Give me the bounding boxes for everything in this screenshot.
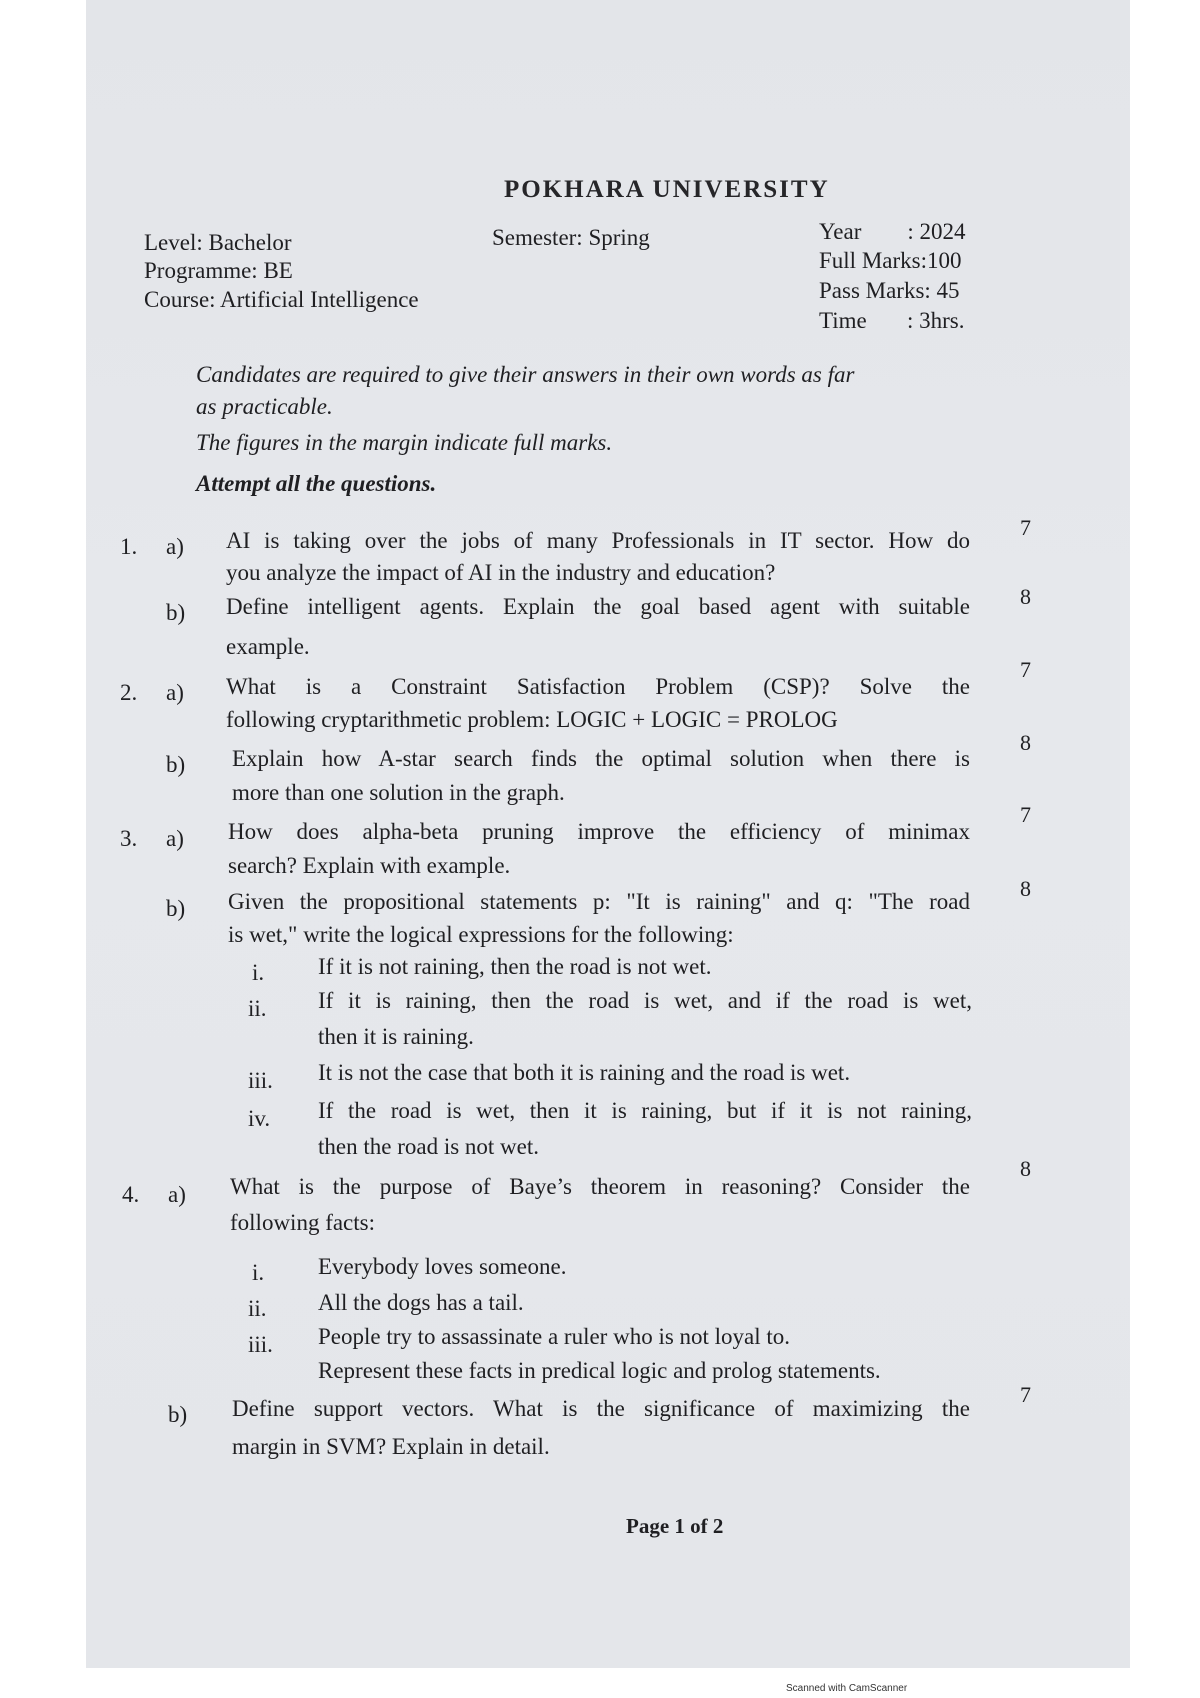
question-text: AI is taking over the jobs of many Professionals in IT sector. How do xyxy=(226,528,970,553)
level-label: Level: Bachelor xyxy=(144,230,292,255)
part-label: b) xyxy=(166,896,186,921)
marks: 7 xyxy=(1020,515,1031,540)
part-label: a) xyxy=(168,1182,186,1207)
marks: 8 xyxy=(1020,730,1031,755)
item-text: If it is not raining, then the road is not wet. xyxy=(318,954,712,979)
programme-label: Programme: BE xyxy=(144,258,293,283)
time-label: Time : 3hrs. xyxy=(819,308,965,333)
item-closing-text: Represent these facts in predical logic and prolog statements. xyxy=(318,1358,881,1383)
marks: 8 xyxy=(1020,1156,1031,1181)
marks: 7 xyxy=(1020,802,1031,827)
marks: 8 xyxy=(1020,876,1031,901)
question-text: What is a Constraint Satisfaction Problem (CSP)? Solve the xyxy=(226,674,970,699)
question-text: Define intelligent agents. Explain the goal based agent with suitable xyxy=(226,594,970,619)
question-text: Given the propositional statements p: "It is raining" and q: "The road xyxy=(228,889,970,914)
instruction-line-3: The figures in the margin indicate full marks. xyxy=(196,430,613,455)
item-text: Everybody loves someone. xyxy=(318,1254,567,1279)
course-label: Course: Artificial Intelligence xyxy=(144,287,419,312)
item-text: If it is raining, then the road is wet, and if the road is wet, xyxy=(318,988,972,1013)
item-text: then it is raining. xyxy=(318,1024,474,1049)
item-text: then the road is not wet. xyxy=(318,1134,540,1159)
instruction-line-4: Attempt all the questions. xyxy=(196,471,437,496)
marks: 8 xyxy=(1020,584,1031,609)
instruction-line-1: Candidates are required to give their answers in their own words as far xyxy=(196,362,855,387)
item-number: ii. xyxy=(248,996,267,1021)
question-text: What is the purpose of Baye’s theorem in reasoning? Consider the xyxy=(230,1174,970,1199)
question-number: 2. xyxy=(120,680,138,705)
question-number: 4. xyxy=(122,1182,140,1207)
item-number: iii. xyxy=(248,1332,273,1357)
part-label: b) xyxy=(166,600,186,625)
question-text: Explain how A-star search finds the optimal solution when there is xyxy=(232,746,970,771)
full-marks-label: Full Marks:100 xyxy=(819,248,962,273)
question-text: is wet," write the logical expressions for the following: xyxy=(228,922,734,947)
item-number: iii. xyxy=(248,1068,273,1093)
question-text: following facts: xyxy=(230,1210,375,1235)
item-number: ii. xyxy=(248,1296,267,1321)
item-number: iv. xyxy=(248,1106,271,1131)
page-number: Page 1 of 2 xyxy=(626,1514,724,1538)
pass-marks-label: Pass Marks: 45 xyxy=(819,278,960,303)
question-text: following cryptarithmetic problem: LOGIC + LOGIC = PROLOG xyxy=(226,707,838,732)
part-label: b) xyxy=(166,752,186,777)
item-text: It is not the case that both it is raining and the road is wet. xyxy=(318,1060,851,1085)
part-label: a) xyxy=(166,534,184,559)
question-text: How does alpha-beta pruning improve the efficiency of minimax xyxy=(228,819,970,844)
question-text: example. xyxy=(226,634,310,659)
question-text: you analyze the impact of AI in the industry and education? xyxy=(226,560,776,585)
question-number: 1. xyxy=(120,534,138,559)
item-text: If the road is wet, then it is raining, but if it is not raining, xyxy=(318,1098,972,1123)
question-number: 3. xyxy=(120,826,138,851)
question-text: margin in SVM? Explain in detail. xyxy=(232,1434,550,1459)
part-label: a) xyxy=(166,680,184,705)
marks: 7 xyxy=(1020,1382,1031,1407)
part-label: a) xyxy=(166,826,184,851)
scanned-page xyxy=(86,0,1130,1668)
marks: 7 xyxy=(1020,657,1031,682)
scanner-watermark: Scanned with CamScanner xyxy=(786,1683,908,1694)
instruction-line-2: as practicable. xyxy=(196,394,333,419)
item-number: i. xyxy=(252,1260,265,1285)
part-label: b) xyxy=(168,1402,188,1427)
item-text: People try to assassinate a ruler who is not loyal to. xyxy=(318,1324,791,1349)
question-text: Define support vectors. What is the significance of maximizing the xyxy=(232,1396,970,1421)
question-text: search? Explain with example. xyxy=(228,853,511,878)
item-number: i. xyxy=(252,960,265,985)
year-label: Year : 2024 xyxy=(819,219,966,244)
semester-label: Semester: Spring xyxy=(492,225,650,250)
university-title: POKHARA UNIVERSITY xyxy=(504,176,830,203)
question-text: more than one solution in the graph. xyxy=(232,780,565,805)
item-text: All the dogs has a tail. xyxy=(318,1290,524,1315)
